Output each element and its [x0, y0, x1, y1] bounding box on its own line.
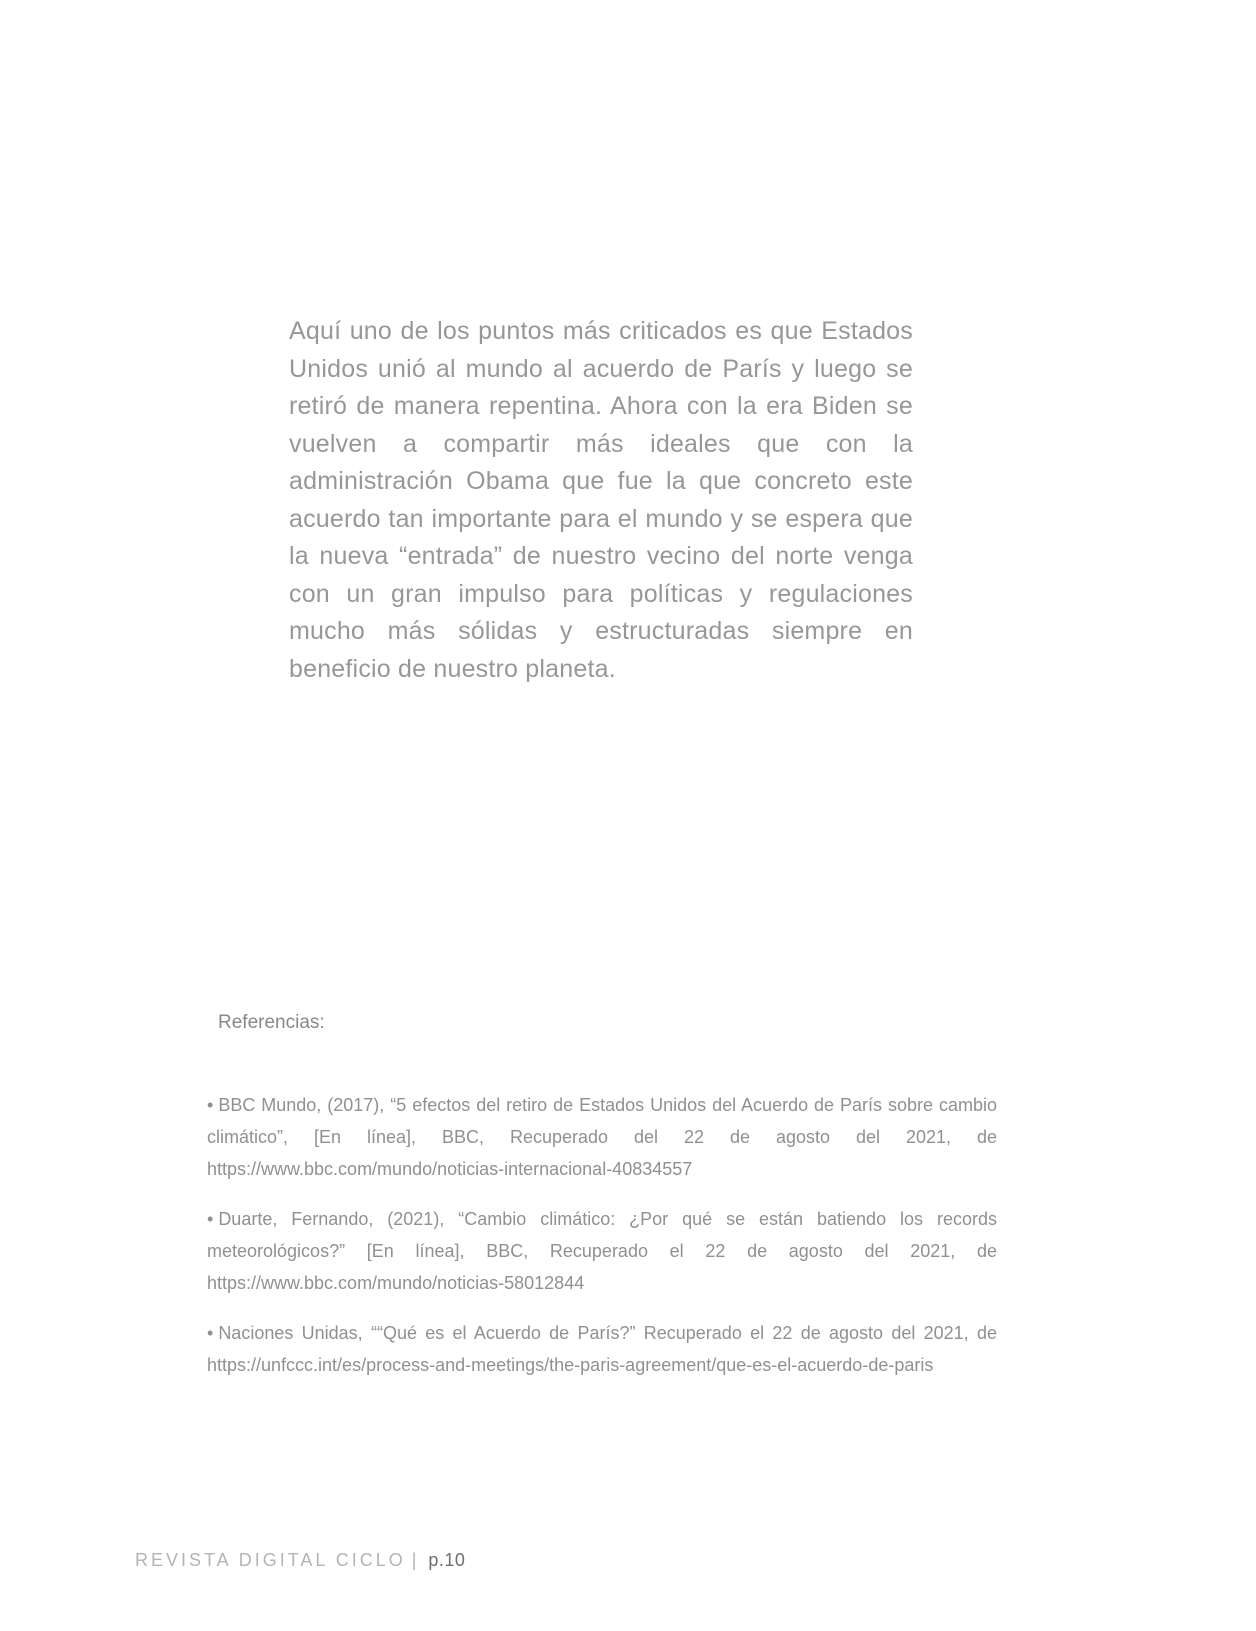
page-footer: [135, 1550, 465, 1571]
reference-item: [207, 1203, 997, 1299]
reference-text: Naciones Unidas, ““Qué es el Acuerdo de París?” Recuperado el 22 de agosto del 2021, de https://unfccc.int/es/process-and-meetings/the-paris-agreement/que-es-el-acuerdo-de-paris: [207, 1323, 997, 1375]
references-heading: Referencias:: [218, 1012, 325, 1033]
bullet-icon: •: [207, 1095, 214, 1115]
footer-separator: |: [411, 1550, 417, 1570]
reference-text: BBC Mundo, (2017), “5 efectos del retiro de Estados Unidos del Acuerdo de París sobre cambio climático”, [En línea], BBC, Recuperado del 22 de agosto del 2021, de https://www.bbc.com/mundo/noticias-internacional-40834557: [207, 1095, 997, 1179]
bullet-icon: •: [207, 1323, 214, 1343]
reference-item: [207, 1317, 997, 1381]
reference-item: [207, 1089, 997, 1185]
bullet-icon: •: [207, 1209, 214, 1229]
reference-text: Duarte, Fernando, (2021), “Cambio climático: ¿Por qué se están batiendo los records meteorológicos?” [En línea], BBC, Recuperado el 22 de agosto del 2021, de https://www.bbc.com/mundo/noticias-58012844: [207, 1209, 997, 1293]
body-paragraph: Aquí uno de los puntos más criticados es que Estados Unidos unió al mundo al acuerdo de París y luego se retiró de manera repentina. Ahora con la era Biden se vuelven a compartir más ideales que con la administración Obama que fue la que concreto este acuerdo tan importante para el mundo y se espera que la nueva “entrada” de nuestro vecino del norte venga con un gran impulso para políticas y regulaciones mucho más sólidas y estructuradas siempre en beneficio de nuestro planeta.: [289, 317, 913, 683]
footer-page-number: p.10: [428, 1550, 466, 1570]
footer-brand: REVISTA DIGITAL CICLO: [135, 1550, 406, 1570]
